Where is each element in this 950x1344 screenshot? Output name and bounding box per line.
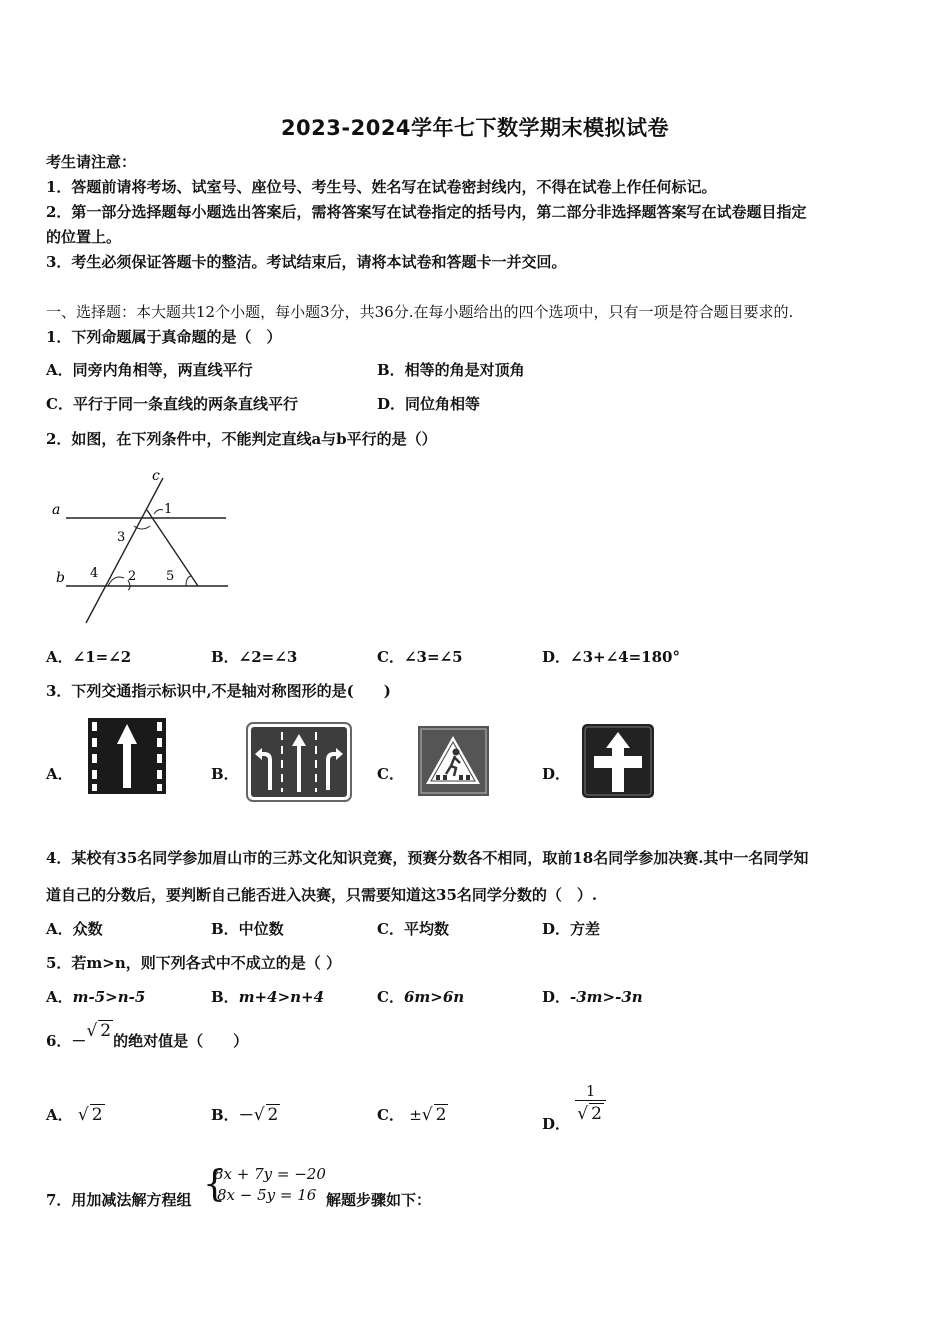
label-5: 5 xyxy=(166,569,175,584)
q4-stem-1: 4．某校有35名同学参加眉山市的三苏文化知识竞赛，预赛分数各不相同，取前18名同学参加决赛.其中一名同学知 xyxy=(46,849,809,867)
q6-option-d-radicand: 2 xyxy=(591,1104,602,1124)
q2-option-c: C．∠3=∠5 xyxy=(377,648,463,666)
q6-option-a-radicand: 2 xyxy=(91,1105,103,1125)
q6-option-a-sqrt: √ 2 xyxy=(77,1105,103,1125)
q6-option-a xyxy=(46,1104,105,1125)
sign-b-lane-arrows xyxy=(246,722,352,802)
page-title: 2023-2024学年七下数学期末模拟试卷 xyxy=(280,116,670,140)
q6-option-b-sqrt: √ 2 xyxy=(253,1105,279,1125)
q1-option-c: C．平行于同一条直线的两条直线平行 xyxy=(46,395,298,413)
notice-item-2: 2．第一部分选择题每小题选出答案后，需将答案写在试卷指定的括号内，第二部分非选择题答案写在试卷题目指定 xyxy=(46,203,807,221)
section-heading: 一、选择题：本大题共12个小题，每小题3分，共36分.在每小题给出的四个选项中，只有一项是符合题目要求的. xyxy=(46,303,794,321)
q6-option-b-prefix: － xyxy=(238,1106,254,1124)
q3-label-d: D． xyxy=(542,765,571,783)
q7-equation-2: 8x − 5y = 16 xyxy=(217,1186,317,1204)
q5-option-a-label: A． xyxy=(46,988,73,1006)
q5-option-a-expr: m-5>n-5 xyxy=(72,988,146,1006)
q6-option-d-sqrt: √ 2 xyxy=(577,1104,602,1124)
label-c: c xyxy=(152,468,160,484)
label-1: 1 xyxy=(164,502,173,517)
q6-option-d-denominator xyxy=(575,1100,606,1124)
q4-option-b: B．中位数 xyxy=(211,920,284,938)
q1-option-b: B．相等的角是对顶角 xyxy=(377,361,525,379)
q7-stem-prefix: 7．用加减法解方程组 xyxy=(46,1191,192,1209)
q3-label-a: A． xyxy=(46,765,73,783)
q7-equation-1: 8x + 7y = −20 xyxy=(214,1165,326,1183)
q6-option-a-label: A． xyxy=(46,1106,73,1124)
q6-option-c-prefix: ± xyxy=(409,1106,422,1124)
q5-option-a xyxy=(46,987,145,1007)
q4-option-a: A．众数 xyxy=(46,920,103,938)
q4-option-d: D．方差 xyxy=(542,920,601,938)
notice-item-3: 3．考生必须保证答题卡的整洁。考试结束后，请将本试卷和答题卡一并交回。 xyxy=(46,253,567,271)
q6-stem-prefix: 6．－ xyxy=(46,1032,87,1050)
q6-option-b-label: B． xyxy=(211,1106,239,1124)
q6-option-c-sqrt: √ 2 xyxy=(421,1105,447,1125)
arc-1 xyxy=(154,510,163,515)
q6-option-d-fraction xyxy=(575,1082,606,1124)
q6-option-c xyxy=(377,1104,448,1125)
label-4: 4 xyxy=(90,566,99,581)
notice-item-1: 1．答题前请将考场、试室号、座位号、考生号、姓名写在试卷密封线内，不得在试卷上作任何标记。 xyxy=(46,178,717,196)
label-2: 2 xyxy=(128,569,137,584)
q7-stem-suffix: 解题步骤如下： xyxy=(326,1191,432,1209)
q5-option-b-expr: m+4>n+4 xyxy=(238,988,325,1006)
q6-option-b-radicand: 2 xyxy=(267,1105,279,1125)
q5-option-d xyxy=(542,987,643,1007)
q6-option-c-radicand: 2 xyxy=(435,1105,447,1125)
q1-option-d: D．同位角相等 xyxy=(377,395,481,413)
q6-stem-radicand: 2 xyxy=(100,1021,112,1041)
q6-option-c-label: C． xyxy=(377,1106,404,1124)
q6-stem xyxy=(46,1021,249,1051)
q5-option-c-expr: 6m>6n xyxy=(403,988,465,1006)
q1-stem: 1．下列命题属于真命题的是（ ） xyxy=(46,328,282,346)
label-a: a xyxy=(52,502,61,518)
sign-d-crossroad xyxy=(582,724,654,798)
q5-option-c-label: C． xyxy=(377,988,404,1006)
q2-figure xyxy=(46,466,236,626)
label-b: b xyxy=(56,570,65,586)
q2-option-d: D．∠3+∠4=180° xyxy=(542,648,680,666)
sign-c-pedestrian-crossing xyxy=(418,726,489,796)
q1-option-a: A．同旁内角相等，两直线平行 xyxy=(46,361,253,379)
q3-stem: 3．下列交通指示标识中,不是轴对称图形的是( ) xyxy=(46,682,391,700)
q4-option-c: C．平均数 xyxy=(377,920,449,938)
q6-stem-suffix: 的绝对值是（ ） xyxy=(113,1032,249,1050)
q6-option-d-label: D． xyxy=(542,1115,571,1133)
arc-5 xyxy=(186,576,192,586)
q6-option-d xyxy=(542,1082,606,1133)
q7-brace: { xyxy=(203,1164,226,1205)
q2-stem: 2．如图，在下列条件中，不能判定直线a与b平行的是（） xyxy=(46,430,437,448)
line-c xyxy=(86,478,163,623)
q5-option-d-expr: -3m>-3n xyxy=(570,988,643,1006)
q3-label-b: B． xyxy=(211,765,239,783)
notice-item-2-cont: 的位置上。 xyxy=(46,228,122,246)
q3-label-c: C． xyxy=(377,765,404,783)
label-3: 3 xyxy=(117,530,126,545)
q6-option-b xyxy=(211,1104,280,1125)
q2-option-a: A．∠1=∠2 xyxy=(46,648,132,666)
q2-option-b: B．∠2=∠3 xyxy=(211,648,298,666)
q6-stem-sqrt: √ 2 xyxy=(86,1021,112,1041)
q5-option-b-label: B． xyxy=(211,988,239,1006)
q5-option-d-label: D． xyxy=(542,988,571,1006)
q5-option-b xyxy=(211,987,324,1007)
notice-heading: 考生请注意： xyxy=(46,153,137,171)
q6-option-d-numerator: 1 xyxy=(585,1082,596,1100)
sign-a-straight-arrow xyxy=(88,718,166,794)
q5-stem: 5．若m>n，则下列各式中不成立的是（ ） xyxy=(46,954,342,972)
q4-stem-2: 道自己的分数后，要判断自己能否进入决赛，只需要知道这35名同学分数的（ ）. xyxy=(46,886,598,904)
q5-option-c xyxy=(377,987,464,1007)
